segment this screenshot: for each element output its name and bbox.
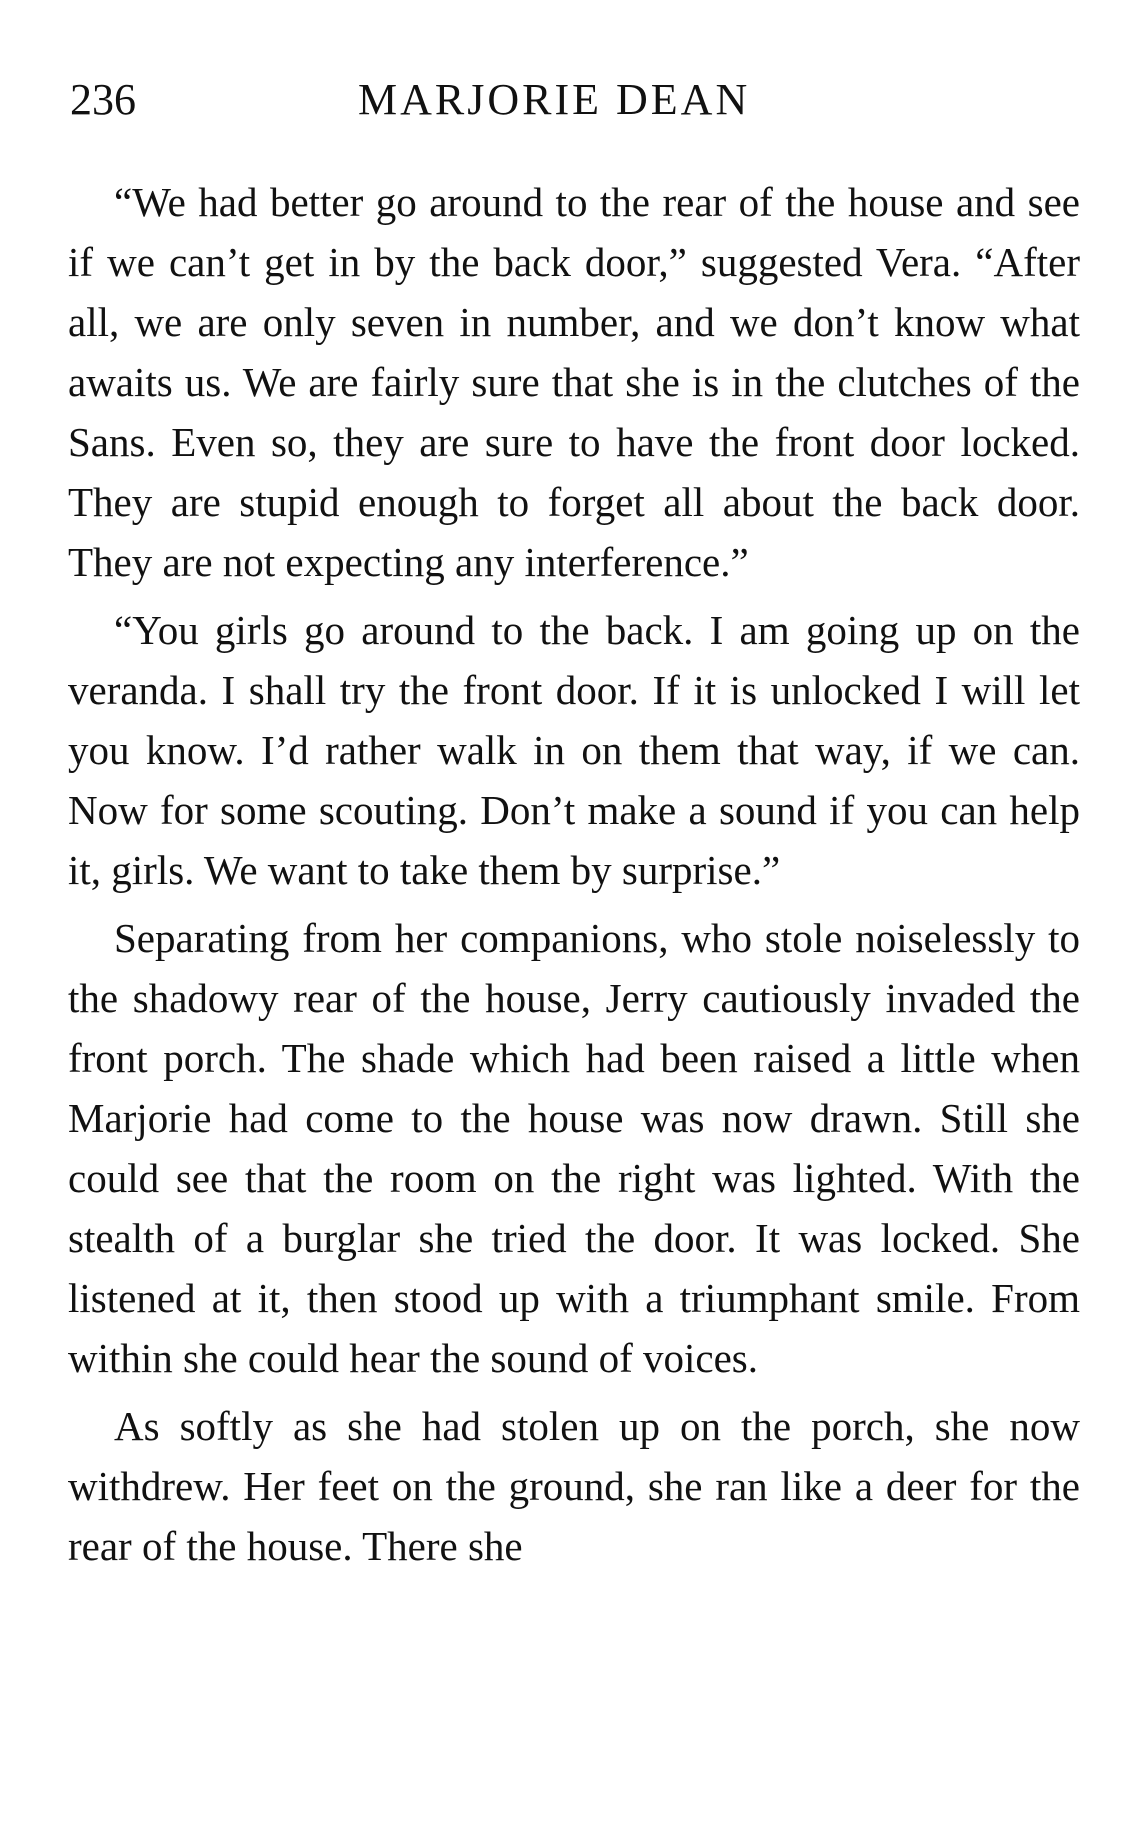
paragraph-3: Separating from her companions, who stole noiselessly to the shadowy rear of the house, Jerry cautiously invaded the front porch. The shade which had been raised a little when Marjorie had come to the house was now drawn. Still she could see that the room on the right was lighted. With the stealth of a burglar she tried the door. It was locked. She listened at it, then stood up with a triumphant smile. From within she could hear the sound of voices. [68,915,1080,1381]
paragraph-1: “We had better go around to the rear of the house and see if we can’t get in by the back door,” suggested Vera. “After all, we are only seven in number, and we don’t know what awaits us. We are fairly sure that she is in the clutches of the Sans. Even so, they are sure to have the front door locked. They are stupid enough to forget all about the back door. They are not expecting any interference.” [68,179,1080,585]
paragraph-2: “You girls go around to the back. I am going up on the veranda. I shall try the front door. If it is unlocked I will let you know. I’d rather walk in on them that way, if we can. Now for some scouting. Don’t make a sound if you can help it, girls. We want to take them by surprise.” [68,607,1080,893]
running-title: MARJORIE DEAN [358,75,751,124]
paragraph-4: As softly as she had stolen up on the porch, she now withdrew. Her feet on the ground, she ran like a deer for the rear of the house. There she [68,1403,1080,1569]
running-head [68,70,1073,130]
body-text [68,172,1080,1576]
page-number: 236 [70,75,136,124]
